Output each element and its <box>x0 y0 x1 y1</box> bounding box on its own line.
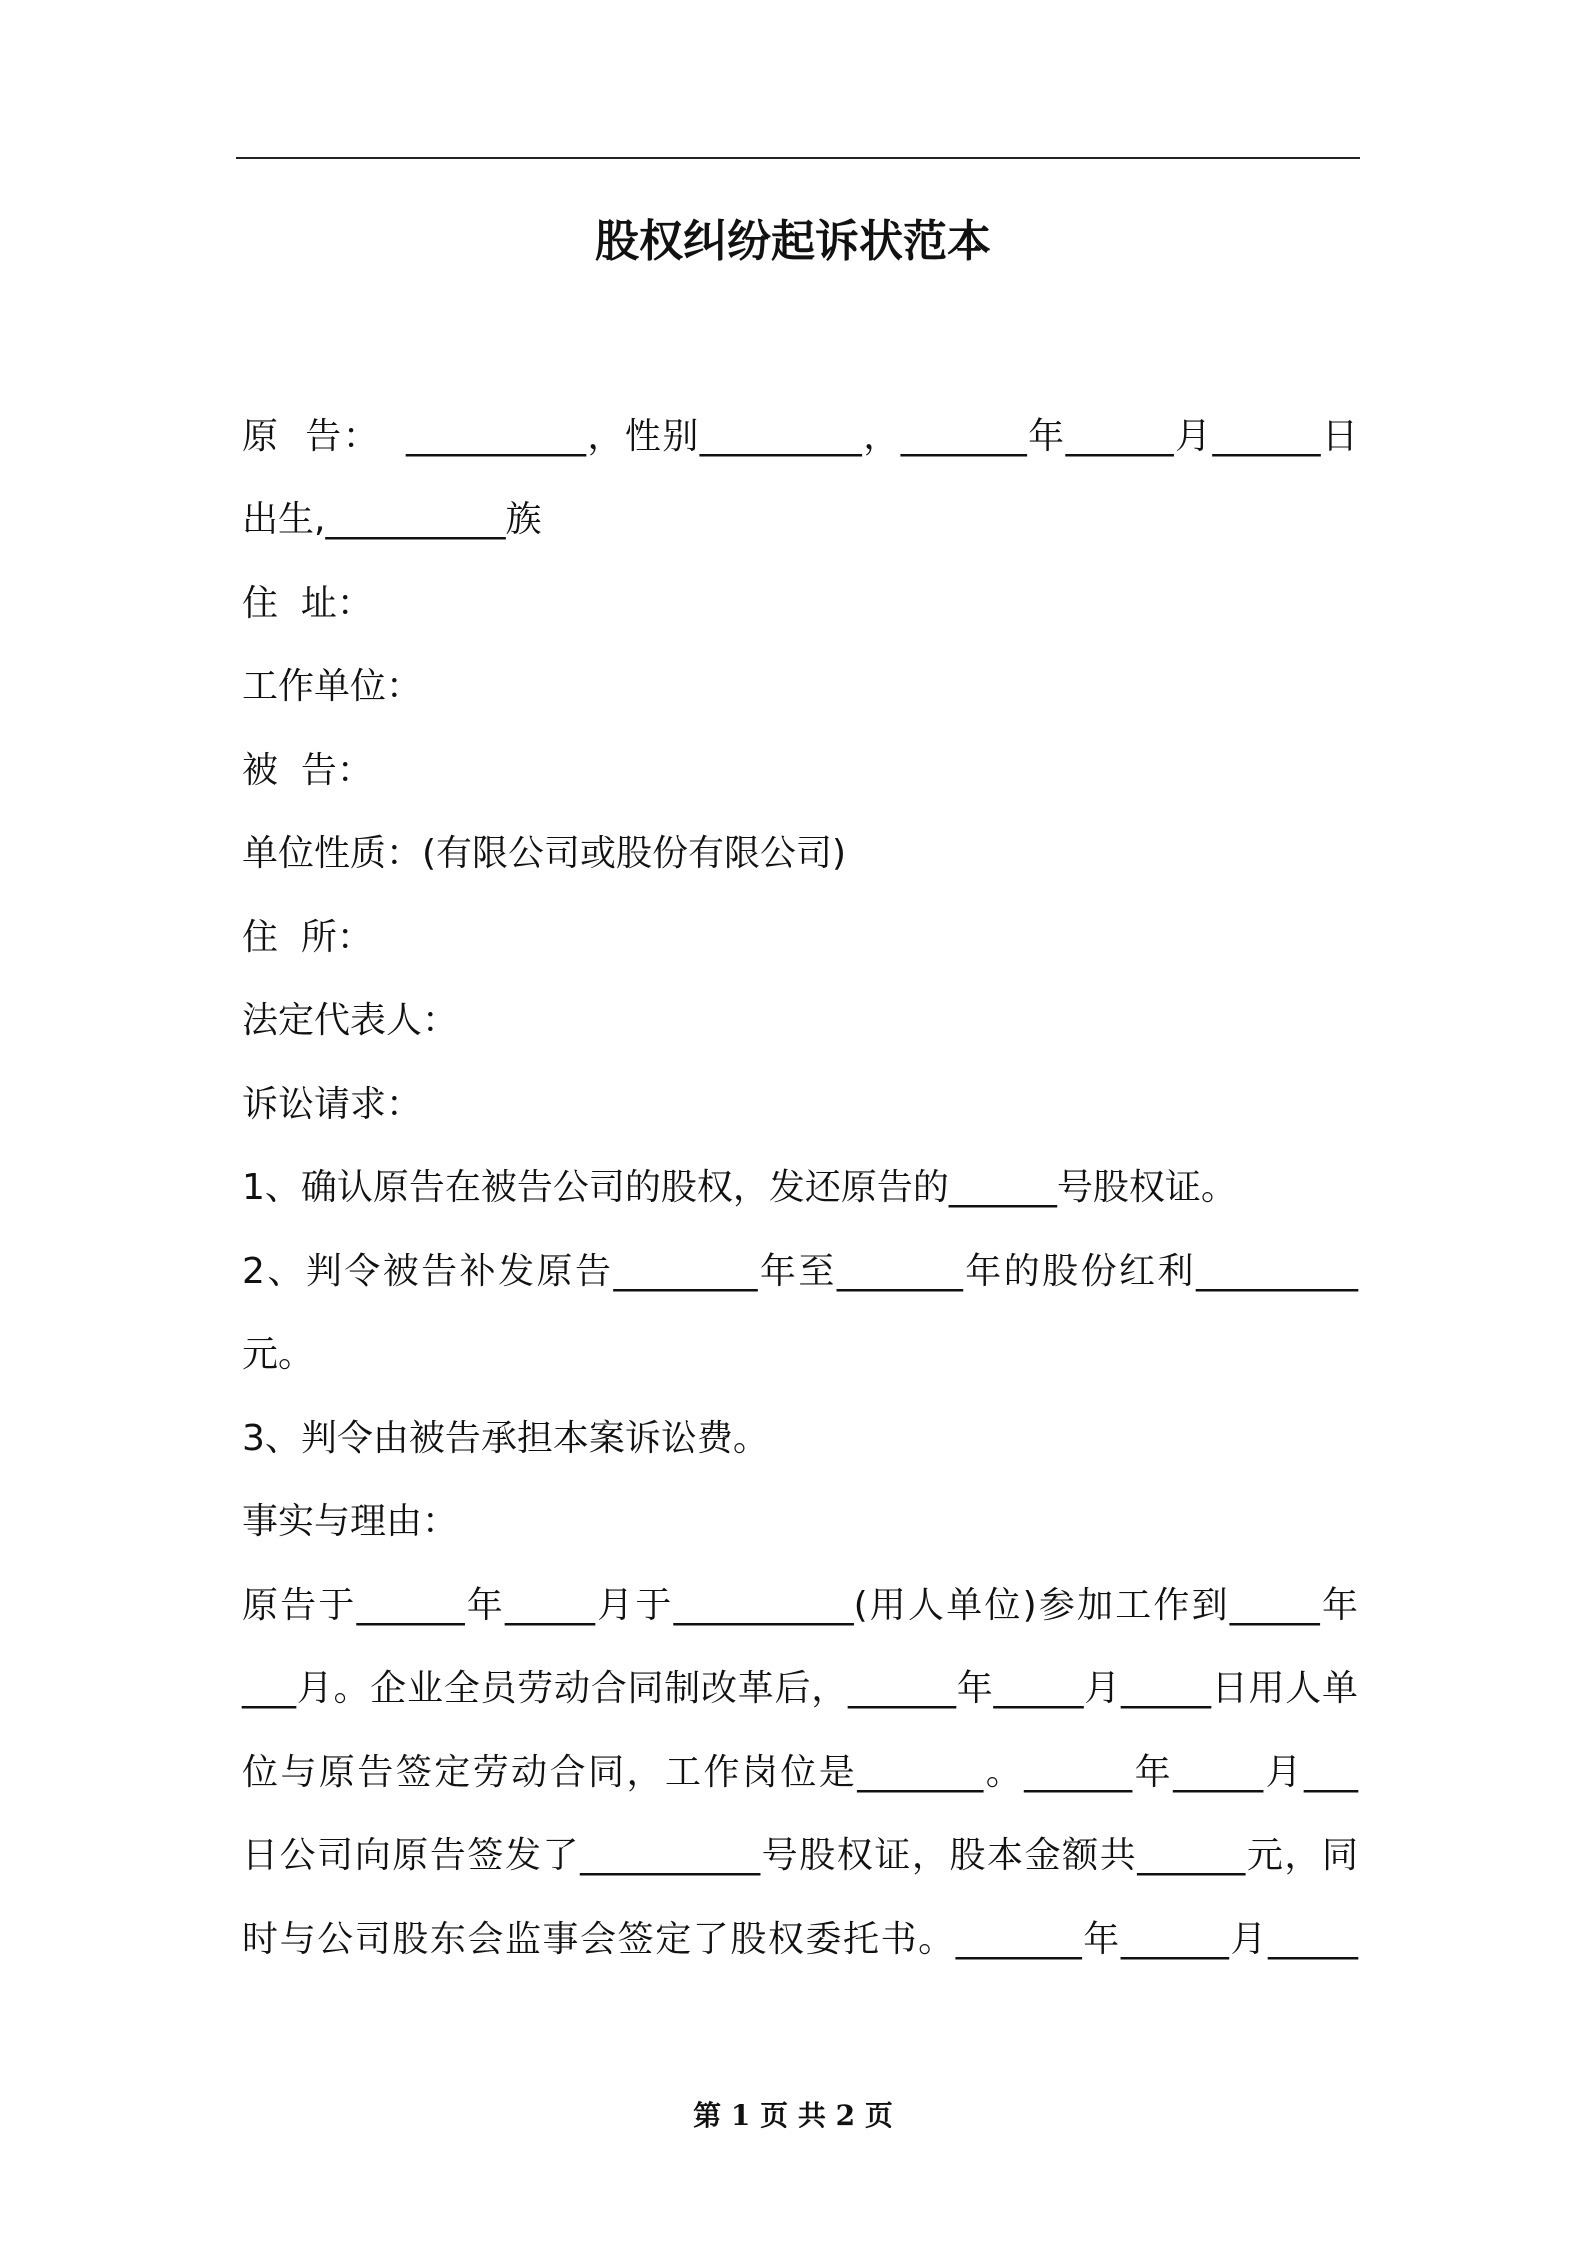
plaintiff-address-line: 住 址： <box>242 583 373 624</box>
facts-paragraph-line: ___月。企业全员劳动合同制改革后，______年_____月_____日用人单 <box>242 1668 1358 1709</box>
defendant-domicile-line: 住 所： <box>242 917 373 958</box>
facts-paragraph-line: 日公司向原告签发了__________号股权证，股本金额共______元，同 <box>242 1835 1358 1876</box>
claim-item-3: 3、判令由被告承担本案诉讼费。 <box>242 1418 769 1459</box>
facts-heading: 事实与理由： <box>242 1501 459 1542</box>
plaintiff-workplace-line: 工作单位： <box>242 666 423 707</box>
claims-heading: 诉讼请求： <box>242 1084 423 1125</box>
claim-item-1: 1、确认原告在被告公司的股权，发还原告的______号股权证。 <box>242 1167 1237 1208</box>
facts-paragraph-line: 时与公司股东会监事会签定了股权委托书。_______年______月_____ <box>242 1919 1358 1960</box>
header-rule <box>236 157 1360 159</box>
claim-item-2: 2、判令被告补发原告________年至_______年的股份红利_________ <box>242 1251 1358 1292</box>
entity-type-line: 单位性质：(有限公司或股份有限公司) <box>242 833 847 874</box>
plaintiff-line: 原 告： __________，性别_________，_______年______月______日 <box>242 416 1358 457</box>
legal-representative-line: 法定代表人： <box>242 1000 459 1041</box>
document-title: 股权纠纷起诉状范本 <box>595 216 991 267</box>
plaintiff-birth-ethnicity-line: 出生,__________族 <box>242 499 542 540</box>
facts-paragraph-line: 位与原告签定劳动合同，工作岗位是_______。______年_____月___ <box>242 1752 1358 1793</box>
defendant-line: 被 告： <box>242 750 373 791</box>
page-number-footer: 第 1 页 共 2 页 <box>693 2099 893 2132</box>
claim-item-2-continued: 元。 <box>242 1334 315 1375</box>
facts-paragraph-line: 原告于______年_____月于__________(用人单位)参加工作到_____年 <box>242 1585 1358 1626</box>
